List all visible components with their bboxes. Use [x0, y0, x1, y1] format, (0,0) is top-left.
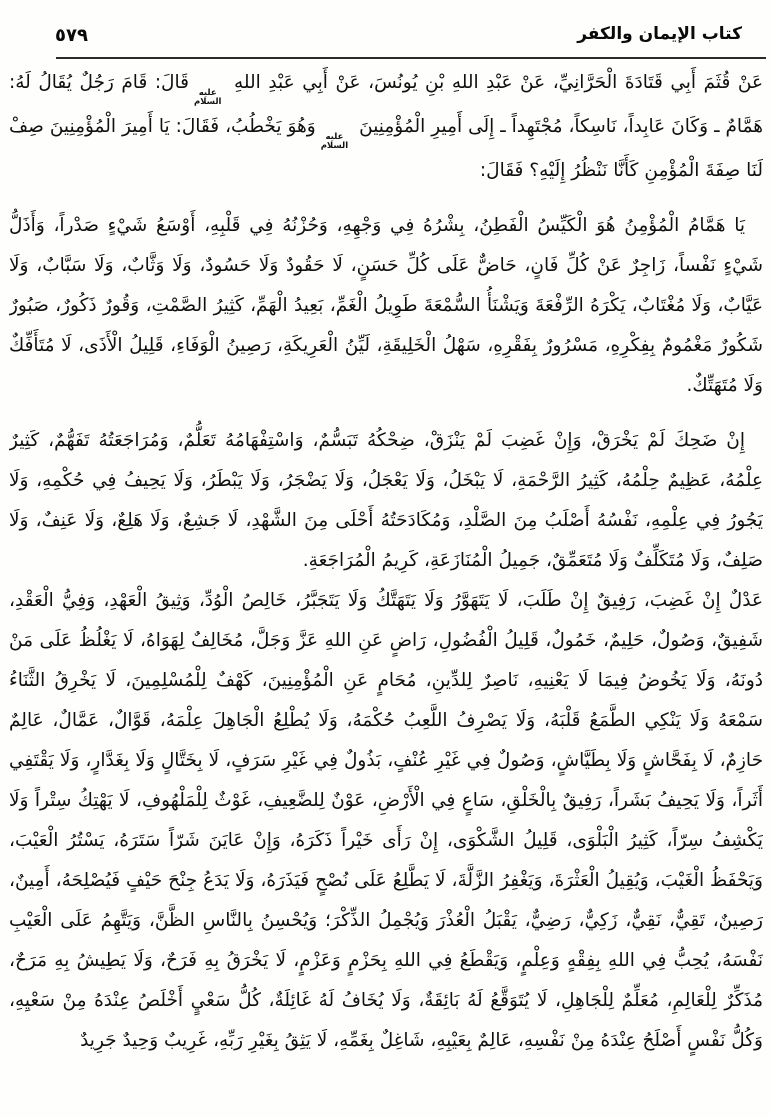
- isnad-paragraph: [9, 63, 763, 191]
- page-number: ٥٧٩: [55, 25, 88, 46]
- description-paragraph-1: يَا هَمَّامُ الْمُؤْمِنُ هُوَ الْكَيِّسُ الْفَطِنُ، بِشْرُهُ فِي وَجْهِهِ، وَحُزْنُهُ فِي قَلْبِهِ، أَوْسَعُ شَيْءٍ صَدْراً، وَأَذَلُّ شَيْءٍ نَفْساً، زَاجِرٌ عَنْ كُلِّ فَانٍ، حَاضٌّ عَلَى كُلِّ حَسَنٍ، لَا حَقُودٌ وَلَا حَسُودٌ، وَلَا وَثَّابٌ، وَلَا سَبَّابٌ، وَلَا عَيَّابٌ، وَلَا مُغْتَابٌ، يَكْرَهُ الرِّفْعَةَ وَيَشْنَأُ السُّمْعَةَ طَوِيلُ الْغَمِّ، بَعِيدُ الْهَمِّ، كَثِيرُ الصَّمْتِ، وَقُورٌ ذَكُورٌ، صَبُورٌ شَكُورٌ مَغْمُومٌ بِفِكْرِهِ، مَسْرُورٌ بِفَقْرِهِ، سَهْلُ الْخَلِيقَةِ، لَيِّنُ الْعَرِيكَةِ، رَصِينُ الْوَفَاءِ، قَلِيلُ الْأَذَى، لَا مُتَأَفِّكٌ وَلَا مُتَهَتِّكٌ.: [9, 215, 763, 396]
- isnad-text-3: هَمَّامٌ ـ وَكَانَ عَابِداً، نَاسِكاً، مُجْتَهِداً ـ إِلَى أَمِيرِ الْمُؤْمِنِينَ: [359, 116, 763, 137]
- header-rule: [56, 57, 766, 59]
- isnad-text-4: وَهُوَ يَخْطُبُ، فَقَالَ: يَا أَمِيرَ: [122, 116, 316, 137]
- honorific-word-2: السلام: [193, 97, 222, 107]
- isnad-text-2: قَالَ: قَامَ رَجُلٌ يُقَالُ لَهُ:: [9, 72, 189, 93]
- honorific-word-1: عليه: [198, 88, 217, 98]
- description-paragraph-2: إِنْ ضَحِكَ لَمْ يَخْرَقْ، وَإِنْ غَضِبَ لَمْ يَنْزَقْ، ضِحْكُهُ تَبَسُّمٌ، وَاسْتِفْهَامُهُ تَعَلُّمٌ، وَمُرَاجَعَتُهُ تَفَهُّمٌ، كَثِيرٌ عِلْمُهُ، عَظِيمٌ حِلْمُهُ، كَثِيرُ الرَّحْمَةِ، لَا يَبْخَلُ، وَلَا يَعْجَلُ، وَلَا يَضْجَرُ، وَلَا يَبْطَرُ، وَلَا يَحِيفُ فِي حُكْمِهِ، وَلَا يَجُورُ فِي عِلْمِهِ، نَفْسُهُ أَصْلَبُ مِنَ الصَّلْدِ، وَمُكَادَحَتُهُ أَحْلَى مِنَ الشَّهْدِ، لَا جَشِعٌ، وَلَا هَلِعٌ، وَلَا عَنِفٌ، وَلَا صَلِفٌ، وَلَا مُتَكَلِّفٌ وَلَا مُتَعَمِّقٌ، جَمِيلُ الْمُنَازَعَةِ، كَرِيمُ الْمُرَاجَعَةِ.: [9, 430, 763, 571]
- isnad-text-5: الْمُؤْمِنِينَ صِفْ لَنَا صِفَةَ الْمُؤْمِنِ كَأَنَّا نَنْظُرُ إِلَيْهِ؟ فَقَالَ:: [9, 116, 763, 181]
- description-paragraph-3: عَدْلٌ إِنْ غَضِبَ، رَفِيقٌ إِنْ طَلَبَ، لَا يَتَهَوَّرُ وَلَا يَتَهَتَّكُ وَلَا يَتَجَبَّرُ، خَالِصُ الْوُدِّ، وَثِيقُ الْعَهْدِ، وَفِيُّ الْعَقْدِ، شَفِيقٌ، وَصُولٌ، حَلِيمٌ، خَمُولٌ، قَلِيلُ الْفُضُولِ، رَاضٍ عَنِ اللهِ عَزَّ وَجَلَّ، مُخَالِفٌ لِهَوَاهُ، لَا يَغْلُظُ عَلَى مَنْ دُونَهُ، وَلَا يَخُوضُ فِيمَا لَا يَعْنِيهِ، نَاصِرٌ لِلدِّينِ، مُحَامٍ عَنِ الْمُؤْمِنِينَ، كَهْفٌ لِلْمُسْلِمِينَ، لَا يَخْرِقُ الثَّنَاءُ سَمْعَهُ وَلَا يَنْكِي الطَّمَعُ قَلْبَهُ، وَلَا يَصْرِفُ اللَّعِبُ حُكْمَهُ، وَلَا يُطْلِعُ الْجَاهِلَ عِلْمَهُ، قَوَّالٌ، عَمَّالٌ، عَالِمٌ حَازِمٌ، لَا بِفَحَّاشٍ وَلَا بِطَيَّاشٍ، وَصُولٌ فِي غَيْرِ عُنْفٍ، بَذُولٌ فِي غَيْرِ سَرَفٍ، لَا بِخَتَّالٍ وَلَا بِغَدَّارٍ، وَلَا يَقْتَفِي أَثَراً، وَلَا يَحِيفُ بَشَراً، رَفِيقٌ بِالْخَلْقِ، سَاعٍ فِي الْأَرْضِ، عَوْنٌ لِلضَّعِيفِ، غَوْثٌ لِلْمَلْهُوفِ، لَا يَهْتِكُ سِتْراً وَلَا يَكْشِفُ سِرّاً، كَثِيرُ الْبَلْوَى، قَلِيلُ الشَّكْوَى، إِنْ رَأَى خَيْراً ذَكَرَهُ، وَإِنْ عَايَنَ شَرّاً سَتَرَهُ، يَسْتُرُ الْعَيْبَ، وَيَحْفَظُ الْغَيْبَ، وَيُقِيلُ الْعَثْرَةَ، وَيَغْفِرُ الزَّلَّةَ، لَا يَطَّلِعُ عَلَى نُصْحٍ فَيَذَرَهُ، وَلَا يَدَعُ جِنْحَ حَيْفٍ فَيُصْلِحَهُ، أَمِينٌ، رَصِينٌ، تَقِيٌّ، نَقِيٌّ، زَكِيٌّ، رَضِيٌّ، يَقْبَلُ الْعُذْرَ وَيُجْمِلُ الذِّكْرَ؛ وَيُحْسِنُ بِالنَّاسِ الظَّنَّ، وَيَتَّهِمُ عَلَى الْعَيْبِ نَفْسَهُ، يُحِبُّ فِي اللهِ بِفِقْهٍ وَعِلْمٍ، وَيَقْطَعُ فِي اللهِ بِحَزْمٍ وَعَزْمٍ، لَا يَخْرَقُ بِهِ فَرَحٌ، وَلَا يَطِيشُ بِهِ مَرَحٌ، مُذَكِّرٌ لِلْعَالِمِ، مُعَلِّمٌ لِلْجَاهِلِ، لَا يُتَوَقَّعُ لَهُ بَائِقَةٌ، وَلَا يُخَافُ لَهُ غَائِلَةٌ، كُلُّ سَعْيٍ أَخْلَصُ عِنْدَهُ مِنْ سَعْيِهِ، وَكُلُّ نَفْسٍ أَصْلَحُ عِنْدَهُ مِنْ نَفْسِهِ، عَالِمٌ بِعَيْبِهِ، شَاغِلٌ بِغَمِّهِ، لَا يَثِقُ بِغَيْرِ رَبِّهِ، غَرِيبٌ وَحِيدٌ جَرِيدٌ: [9, 590, 763, 1051]
- alayhis-salam-icon: [321, 133, 348, 151]
- book-title: كتاب الإيمان والكفر: [577, 24, 742, 44]
- hadith-text-block: [9, 63, 763, 1109]
- honorific-word-2: السلام: [320, 141, 349, 151]
- page-header: [0, 0, 772, 60]
- isnad-text-1: عَنْ قُثَمَ أَبِي قَتَادَةَ الْحَرَّانِيِّ، عَنْ عَبْدِ اللهِ بْنِ يُونُسَ، عَنْ أَبِي عَبْدِ اللهِ: [233, 72, 763, 93]
- alayhis-salam-icon: [194, 89, 221, 107]
- honorific-word-1: عليه: [325, 132, 344, 142]
